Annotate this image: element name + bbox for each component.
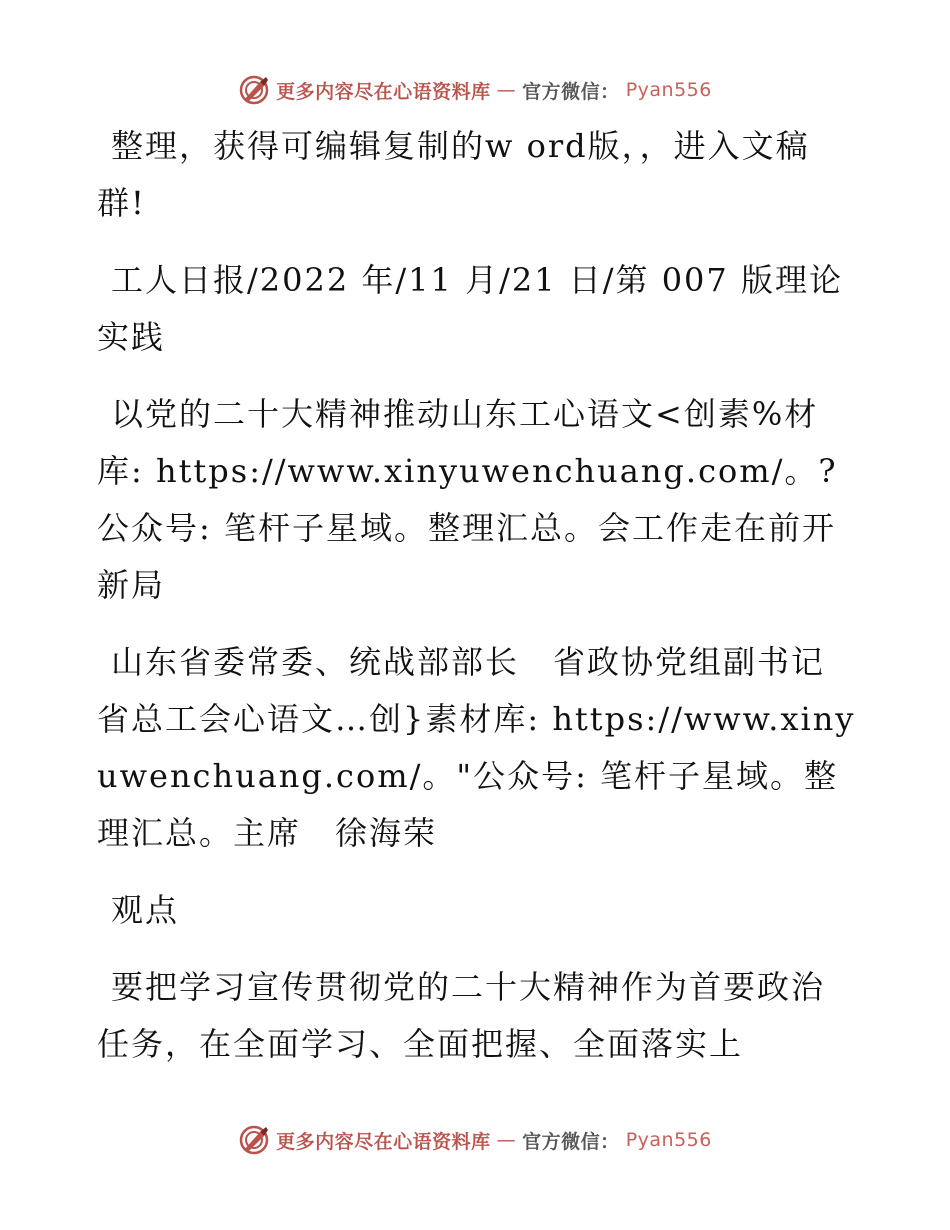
paragraph-intro: 整理，获得可编辑复制的w ord版，，进入文稿群! xyxy=(97,127,810,222)
paragraph-viewpoint: 要把学习宣传贯彻党的二十大精神作为首要政治任务，在全面学习、全面把握、全面落实上 xyxy=(97,968,826,1063)
brand-text: 更多内容尽在心语资料库 xyxy=(276,80,491,103)
paragraph-section-heading: 观点 xyxy=(111,891,180,929)
page-footer xyxy=(0,1120,950,1160)
paragraph-source: 工人日报/2022 年/11 月/21 日/第 007 版理论实践 xyxy=(97,261,843,356)
brand-text: 更多内容尽在心语资料库 xyxy=(276,1130,491,1153)
official-wechat-label: 官方微信： xyxy=(522,80,620,103)
brand-banner-footer xyxy=(238,1124,712,1156)
wechat-id: Pyan556 xyxy=(625,79,712,101)
official-wechat-label: 官方微信： xyxy=(522,1130,620,1153)
document-body xyxy=(97,118,857,1093)
paragraph-title: 以党的二十大精神推动山东工心语文<创素%材库: https://www.xinyuwenchuang.com/。?公众号: 笔杆子星域。整理汇总。会工作走在前开新局 xyxy=(97,395,838,604)
brand-dash: — xyxy=(496,1129,517,1151)
paragraph-author: 山东省委常委、统战部部长 省政协党组副书记省总工会心语文…创}素材库: https://www.xinyuwenchuang.com/。"公众号: 笔杆子星域。整理汇总。主席 徐海荣 xyxy=(97,643,856,852)
pen-logo-icon xyxy=(238,1124,270,1156)
brand-banner xyxy=(238,74,712,106)
page-header xyxy=(0,70,950,110)
brand-dash: — xyxy=(496,79,517,101)
wechat-id: Pyan556 xyxy=(625,1129,712,1151)
pen-logo-icon xyxy=(238,74,270,106)
